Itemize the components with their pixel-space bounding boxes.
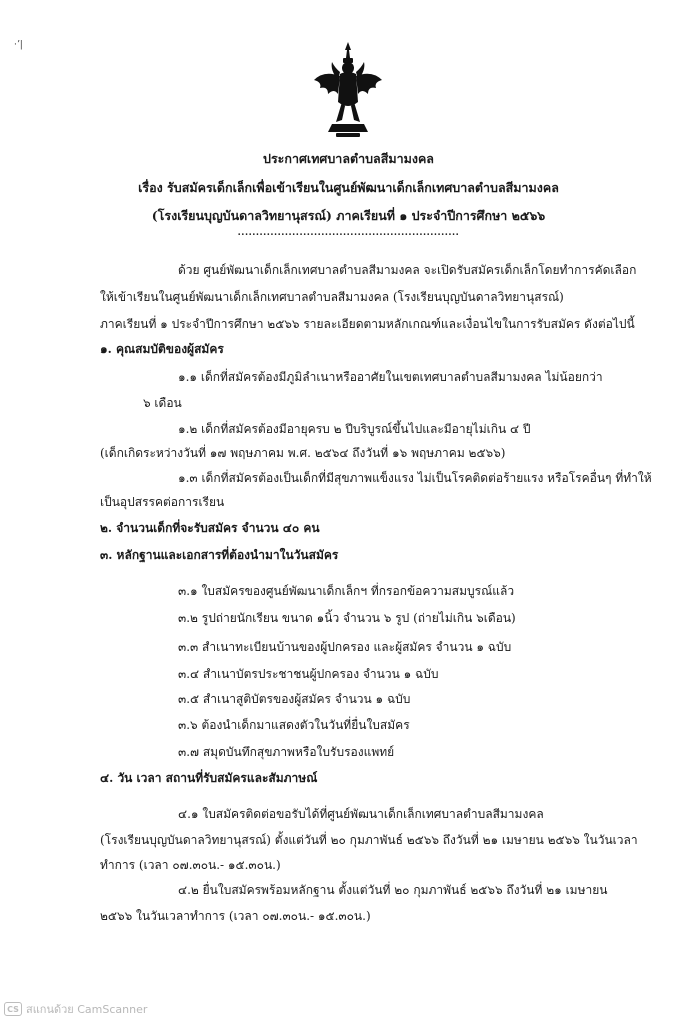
- intro-line: ด้วย ศูนย์พัฒนาเด็กเล็กเทศบาลตำบลสีมามงคล จะเปิดรับสมัครเด็กเล็กโดยทำการคัดเลือก: [178, 263, 637, 277]
- section-3-item: ๓.๖ ต้องนำเด็กมาแสดงตัวในวันที่ยื่นใบสมัคร: [178, 718, 410, 732]
- section-4-line: ทำการ (เวลา ๐๗.๓๐น.- ๑๕.๓๐น.): [100, 858, 281, 872]
- section-1-line: (เด็กเกิดระหว่างวันที่ ๑๗ พฤษภาคม พ.ศ. ๒๕๖๔ ถึงวันที่ ๑๖ พฤษภาคม ๒๕๖๖): [100, 446, 506, 460]
- camscanner-logo-icon: CS: [4, 1002, 22, 1016]
- section-3-item: ๓.๑ ใบสมัครของศูนย์พัฒนาเด็กเล็กฯ ที่กรอกข้อความสมบูรณ์แล้ว: [178, 584, 515, 598]
- section-4-heading: ๔. วัน เวลา สถานที่รับสมัครและสัมภาษณ์: [100, 771, 318, 785]
- section-4-line: ๒๕๖๖ ในวันเวลาทำการ (เวลา ๐๗.๓๐น.- ๑๕.๓๐น.): [100, 909, 371, 923]
- section-4-line: ๔.๑ ใบสมัครติดต่อขอรับได้ที่ศูนย์พัฒนาเด็กเล็กเทศบาลตำบลสีมามงคล: [178, 807, 544, 821]
- section-1-line: ๖ เดือน: [143, 396, 182, 410]
- announcement-title: ประกาศเทศบาลตำบลสีมามงคล: [263, 151, 434, 166]
- section-1-line: ๑.๑ เด็กที่สมัครต้องมีภูมิลำเนาหรืออาศัยในเขตเทศบาลตำบลสีมามงคล ไม่น้อยกว่า: [178, 370, 603, 384]
- section-3-item: ๓.๕ สำเนาสูติบัตรของผู้สมัคร จำนวน ๑ ฉบับ: [178, 692, 411, 706]
- section-1-heading: ๑. คุณสมบัติของผู้สมัคร: [100, 342, 224, 356]
- section-4-line: (โรงเรียนบุญบันดาลวิทยานุสรณ์) ตั้งแต่วันที่ ๒๐ กุมภาพันธ์ ๒๕๖๖ ถึงวันที่ ๒๑ เมษายน ๒๕๖๖ ในวันเวลา: [100, 833, 638, 847]
- section-3-item: ๓.๗ สมุดบันทึกสุขภาพหรือใบรับรองแพทย์: [178, 745, 395, 759]
- section-1-line: ๑.๒ เด็กที่สมัครต้องมีอายุครบ ๒ ปีบริบูรณ์ขึ้นไปและมีอายุไม่เกิน ๔ ปี: [178, 422, 531, 436]
- section-3-heading: ๓. หลักฐานและเอกสารที่ต้องนำมาในวันสมัคร: [100, 548, 339, 562]
- announcement-subject: เรื่อง รับสมัครเด็กเล็กเพื่อเข้าเรียนในศูนย์พัฒนาเด็กเล็กเทศบาลตำบลสีมามงคล: [138, 180, 559, 195]
- section-4-line: ๔.๒ ยื่นใบสมัครพร้อมหลักฐาน ตั้งแต่วันที่ ๒๐ กุมภาพันธ์ ๒๕๖๖ ถึงวันที่ ๒๑ เมษายน: [178, 883, 608, 897]
- header-divider: .............................................................: [237, 228, 460, 238]
- margin-mark: ·ʼ|: [14, 40, 23, 50]
- section-3-item: ๓.๓ สำเนาทะเบียนบ้านของผู้ปกครอง และผู้สมัคร จำนวน ๑ ฉบับ: [178, 640, 512, 654]
- section-1-line: ๑.๓ เด็กที่สมัครต้องเป็นเด็กที่มีสุขภาพแข็งแรง ไม่เป็นโรคติดต่อร้ายแรง หรือโรคอื่นๆ ที่ทำให้: [178, 471, 652, 485]
- section-3-item: ๓.๒ รูปถ่ายนักเรียน ขนาด ๑นิ้ว จำนวน ๖ รูป (ถ่ายไม่เกิน ๖เดือน): [178, 611, 516, 625]
- camscanner-watermark: [4, 1000, 147, 1018]
- section-2-heading: ๒. จำนวนเด็กที่จะรับสมัคร จำนวน ๔๐ คน: [100, 521, 320, 535]
- section-1-line: เป็นอุปสรรคต่อการเรียน: [100, 495, 225, 509]
- camscanner-text: สแกนด้วย CamScanner: [26, 1003, 148, 1016]
- announcement-subtitle: (โรงเรียนบุญบันดาลวิทยานุสรณ์) ภาคเรียนที่ ๑ ประจำปีการศึกษา ๒๕๖๖: [151, 208, 546, 223]
- intro-line: ให้เข้าเรียนในศูนย์พัฒนาเด็กเล็กเทศบาลตำบลสีมามงคล (โรงเรียนบุญบันดาลวิทยานุสรณ์): [100, 290, 564, 304]
- section-3-item: ๓.๔ สำเนาบัตรประชาชนผู้ปกครอง จำนวน ๑ ฉบับ: [178, 667, 439, 681]
- garuda-emblem-icon: [312, 40, 384, 140]
- intro-line: ภาคเรียนที่ ๑ ประจำปีการศึกษา ๒๕๖๖ รายละเอียดตามหลักเกณฑ์และเงื่อนไขในการรับสมัคร ดังต่อไปนี้: [100, 317, 635, 331]
